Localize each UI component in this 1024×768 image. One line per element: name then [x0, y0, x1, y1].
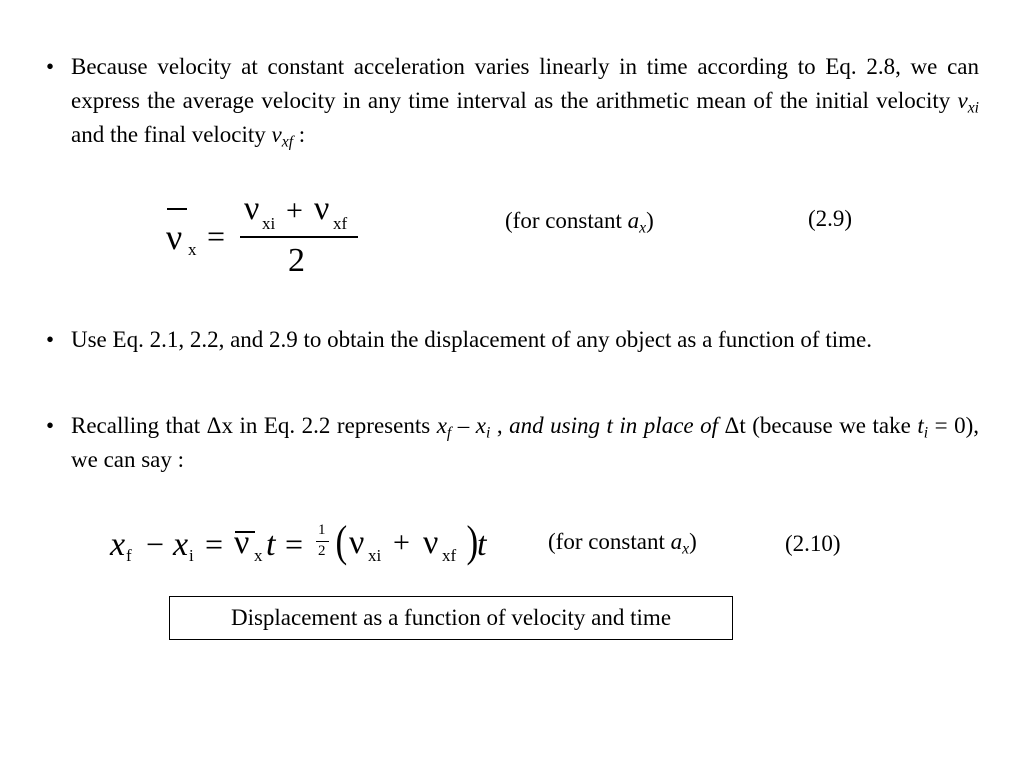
eq210-sub-i: i [189, 546, 194, 565]
eq210-x1: x [110, 526, 126, 563]
eq29-num-nu1: ν [244, 190, 260, 227]
eq210-condition: (for constant $a_x$) [548, 529, 697, 558]
eq210-plus: + [393, 526, 410, 559]
eq210-t1: t [266, 526, 276, 563]
eq210-rparen: ) [466, 517, 479, 566]
eq29-denominator: 2 [288, 242, 305, 279]
eq29-num-nu2: ν [314, 190, 330, 227]
eq210-sub-xf: xf [442, 546, 457, 565]
eq210-x2: x [173, 526, 189, 563]
eq210-equals1: = [205, 526, 224, 562]
eq210-sub-f: f [126, 546, 132, 565]
eq210-lparen: ( [335, 517, 348, 566]
eq210-half-den: 2 [318, 543, 326, 559]
bullet-average-velocity [46, 50, 979, 152]
bullet-mark: • [46, 413, 55, 438]
bullet-mark: • [46, 54, 55, 79]
eq29-lhs-nu: ν [166, 217, 183, 257]
half-fraction-line [316, 541, 329, 542]
eq210-number: (2.10) [785, 531, 841, 556]
eq210-t2: t [477, 526, 487, 563]
eq29-plus: + [286, 194, 303, 227]
eq29-num-sub1: xi [262, 214, 276, 233]
bullet-mark: • [46, 327, 55, 352]
eq210-half-num: 1 [318, 522, 326, 538]
eq29-lhs-sub: x [188, 240, 197, 259]
bullet-use-equations [46, 323, 979, 357]
bullet-text: Use Eq. 2.1, 2.2, and 2.9 to obtain the displacement of any object as a function of time. [71, 327, 872, 352]
caption-box: Displacement as a function of velocity and time [169, 596, 733, 640]
eq210-nu: ν [234, 524, 250, 561]
eq29-number: (2.9) [808, 206, 853, 231]
eq29-equals: = [207, 218, 226, 254]
eq210-sub-x: x [254, 546, 263, 565]
eq210-nu-xi: ν [349, 524, 365, 561]
eq29-condition: (for constant $a_x$) [505, 208, 654, 237]
bullet-text: Because velocity at constant acceleration varies linearly in time according to Eq. 2.8, we can express the average velocity in any time interval as the arithmetic mean of the initial velocity $v_{xi}$ and the final velocity $v_{xf}$ : [71, 54, 979, 151]
eq29-num-sub2: xf [333, 214, 348, 233]
eq210-nu-xf: ν [423, 524, 439, 561]
bullet-recalling [46, 409, 979, 477]
eq210-equals2: = [285, 526, 304, 562]
average-bar [167, 208, 187, 210]
fraction-line [240, 236, 358, 238]
bullet-text: Recalling that Δx in Eq. 2.2 represents $x_f - x_i$ , and using t in place of Δt (because we take $t_i = 0$), we can say : [71, 413, 979, 472]
eq210-sub-xi: xi [368, 546, 382, 565]
eq210-minus: − [146, 526, 165, 562]
